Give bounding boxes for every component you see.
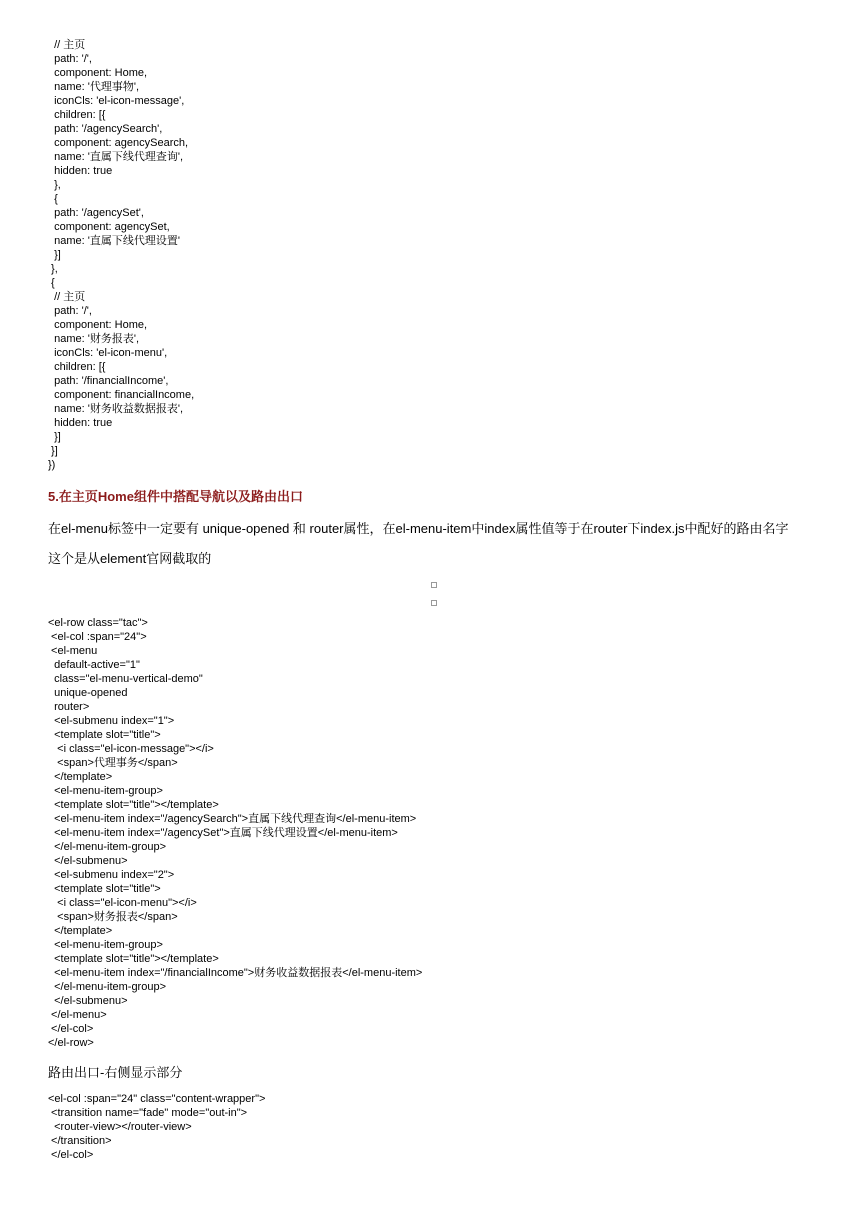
code-line: class="el-menu-vertical-demo" bbox=[48, 673, 203, 685]
code-line: <el-menu-item index="/agencySearch">直属下线代理查询</el-menu-item> bbox=[48, 813, 417, 825]
code-line: }] bbox=[48, 445, 58, 457]
code-line: <el-col :span="24"> bbox=[48, 631, 147, 643]
code-line: </el-menu-item-group> bbox=[48, 981, 166, 993]
code-line: </template> bbox=[48, 925, 113, 937]
code-line: unique-opened bbox=[48, 687, 128, 699]
code-line: <template slot="title"></template> bbox=[48, 799, 219, 811]
code-block-outlet bbox=[48, 1092, 828, 1162]
code-line: </el-menu> bbox=[48, 1009, 107, 1021]
code-line: }, bbox=[48, 263, 58, 275]
code-line: children: [{ bbox=[48, 361, 106, 373]
code-line: <el-row class="tac"> bbox=[48, 617, 148, 629]
code-line: </el-col> bbox=[48, 1149, 94, 1161]
paragraph-menu-note: 在el-menu标签中一定要有 unique-opened 和 router属性，在el-menu-item中index属性值等于在router下index.js中配好的路由名字 bbox=[48, 521, 789, 536]
code-line: path: '/', bbox=[48, 305, 92, 317]
code-line: </el-row> bbox=[48, 1037, 94, 1049]
code-line: <i class="el-icon-menu"></i> bbox=[48, 897, 197, 909]
code-line: <el-menu bbox=[48, 645, 98, 657]
code-line: }] bbox=[48, 249, 61, 261]
broken-image-icon bbox=[431, 582, 437, 588]
code-line: <template slot="title"></template> bbox=[48, 953, 219, 965]
code-block-menu bbox=[48, 616, 828, 1050]
code-line: <el-submenu index="1"> bbox=[48, 715, 175, 727]
image-placeholder-area bbox=[48, 572, 828, 612]
code-line: <el-menu-item index="/financialIncome">财务收益数据报表</el-menu-item> bbox=[48, 967, 423, 979]
paragraph-source-note: 这个是从element官网截取的 bbox=[48, 551, 212, 566]
code-line: name: '财务报表', bbox=[48, 333, 139, 345]
code-line: path: '/agencySet', bbox=[48, 207, 144, 219]
code-line: </el-submenu> bbox=[48, 855, 128, 867]
code-line: name: '直属下线代理查询', bbox=[48, 151, 183, 163]
code-line: <el-menu-item index="/agencySet">直属下线代理设置</el-menu-item> bbox=[48, 827, 398, 839]
code-line: <i class="el-icon-message"></i> bbox=[48, 743, 214, 755]
code-line: </transition> bbox=[48, 1135, 112, 1147]
code-line: component: agencySet, bbox=[48, 221, 170, 233]
code-line: </template> bbox=[48, 771, 113, 783]
code-line: { bbox=[48, 277, 55, 289]
code-line: <el-col :span="24" class="content-wrapper"> bbox=[48, 1093, 266, 1105]
code-line: name: '代理事物', bbox=[48, 81, 139, 93]
code-line: hidden: true bbox=[48, 165, 113, 177]
code-line: <transition name="fade" mode="out-in"> bbox=[48, 1107, 248, 1119]
code-line: component: agencySearch, bbox=[48, 137, 189, 149]
code-line: component: Home, bbox=[48, 319, 148, 331]
code-line: }] bbox=[48, 431, 61, 443]
code-line: name: '直属下线代理设置' bbox=[48, 235, 180, 247]
code-line: component: Home, bbox=[48, 67, 148, 79]
code-line: // 主页 bbox=[48, 291, 86, 303]
broken-image-icon bbox=[431, 600, 437, 606]
code-line: <template slot="title"> bbox=[48, 729, 161, 741]
code-line: <router-view></router-view> bbox=[48, 1121, 192, 1133]
code-line: path: '/', bbox=[48, 53, 92, 65]
code-line: </el-submenu> bbox=[48, 995, 128, 1007]
code-line: default-active="1" bbox=[48, 659, 140, 671]
code-line: component: financialIncome, bbox=[48, 389, 195, 401]
code-line: <el-submenu index="2"> bbox=[48, 869, 175, 881]
code-line: }) bbox=[48, 459, 56, 471]
code-block-routes bbox=[48, 38, 828, 472]
code-line: <span>财务报表</span> bbox=[48, 911, 178, 923]
code-line: // 主页 bbox=[48, 39, 86, 51]
code-line: { bbox=[48, 193, 58, 205]
code-line: </el-menu-item-group> bbox=[48, 841, 166, 853]
code-line: <el-menu-item-group> bbox=[48, 785, 163, 797]
code-line: hidden: true bbox=[48, 417, 113, 429]
code-line: path: '/financialIncome', bbox=[48, 375, 169, 387]
section-heading: 5.在主页Home组件中搭配导航以及路由出口 bbox=[48, 489, 303, 504]
code-line: iconCls: 'el-icon-menu', bbox=[48, 347, 168, 359]
code-line: name: '财务收益数据报表', bbox=[48, 403, 183, 415]
code-line: children: [{ bbox=[48, 109, 106, 121]
code-line: <span>代理事务</span> bbox=[48, 757, 178, 769]
code-line: <template slot="title"> bbox=[48, 883, 161, 895]
paragraph-router-outlet: 路由出口-右侧显示部分 bbox=[48, 1065, 183, 1080]
code-line: path: '/agencySearch', bbox=[48, 123, 163, 135]
document-page bbox=[48, 38, 828, 1162]
code-line: iconCls: 'el-icon-message', bbox=[48, 95, 185, 107]
code-line: router> bbox=[48, 701, 90, 713]
code-line: <el-menu-item-group> bbox=[48, 939, 163, 951]
code-line: </el-col> bbox=[48, 1023, 94, 1035]
code-line: }, bbox=[48, 179, 61, 191]
